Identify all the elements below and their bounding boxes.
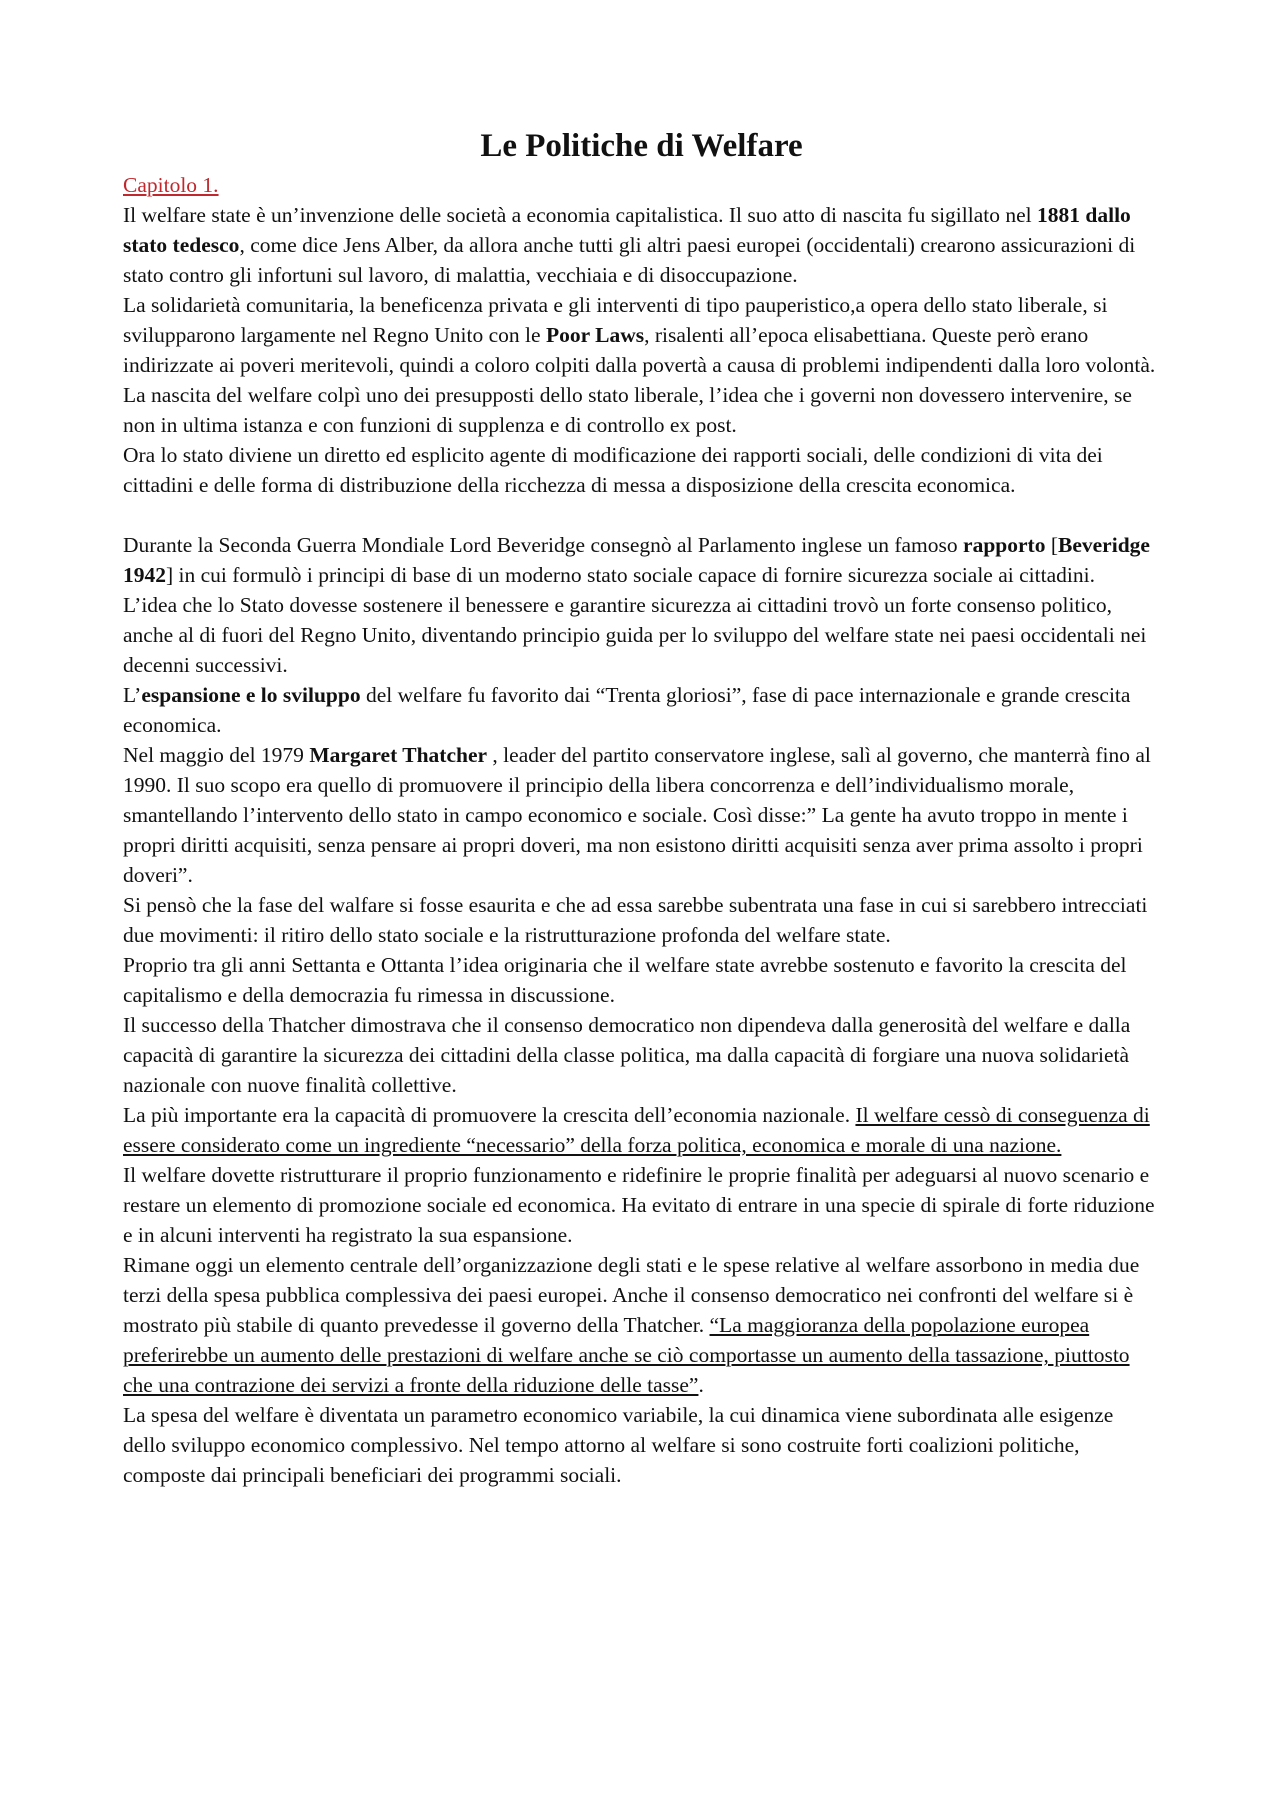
paragraph-expansion: L’espansione e lo sviluppo del welfare fu favorito dai “Trenta gloriosi”, fase di pace internazionale e grande crescita economica. [123, 683, 1131, 737]
underlined-quote: “La maggioranza della popolazione europea preferirebbe un aumento delle prestazioni di welfare anche se ciò comportasse un aumento della tassazione, piuttosto che una contrazione dei servizi a fronte della riduzione delle tasse” [123, 1313, 1130, 1397]
paragraph-seventies: Proprio tra gli anni Settanta e Ottanta l’idea originaria che il welfare state avrebbe sostenuto e favorito la crescita del capitalismo e della democrazia fu rimessa in discussione. [123, 953, 1127, 1007]
paragraph-liberal-state: La nascita del welfare colpì uno dei presupposti dello stato liberale, l’idea che i governi non dovessero intervenire, se non in ultima istanza e con funzioni di supplenza e di controllo ex post. [123, 383, 1132, 437]
paragraph-beveridge: Durante la Seconda Guerra Mondiale Lord Beveridge consegnò al Parlamento inglese un famoso rapporto [Beveridge 1942] in cui formulò i principi di base di un moderno stato sociale capace di fornire sicurezza sociale ai cittadini. [123, 533, 1150, 587]
chapter-heading [123, 170, 1160, 200]
underlined-welfare-ingredient: Il welfare cessò di conseguenza di essere considerato come un ingrediente “necessario” della forza politica, economica e morale di una nazione. [123, 1103, 1150, 1157]
paragraph-welfare-exhausted: Si pensò che la fase del walfare si fosse esaurita e che ad essa sarebbe subentrata una fase in cui si sarebbero intrecciati due movimenti: il ritiro dello stato sociale e la ristrutturazione profonda del welfare state. [123, 893, 1148, 947]
bold-poor-laws: Poor Laws [545, 323, 645, 347]
bold-beveridge-1942: Beveridge 1942 [123, 533, 1150, 587]
bold-expansion: espansione e lo sviluppo [141, 683, 361, 707]
paragraph-thatcher: Nel maggio del 1979 Margaret Thatcher , leader del partito conservatore inglese, salì al governo, che manterrà fino al 1990. Il suo scopo era quello di promuovere il principio della libera concorrenza e dell’individualismo morale, smantellando l’intervento dello stato in campo economico e sociale. Così disse:” La gente ha avuto troppo in mente i propri diritti acquisiti, senza pensare ai propri doveri, ma non esistono diritti acquisiti senza aver prima assolto i propri doveri”. [123, 743, 1151, 887]
bold-thatcher: Margaret Thatcher [309, 743, 488, 767]
paragraph-consensus: L’idea che lo Stato dovesse sostenere il benessere e garantire sicurezza ai cittadini trovò un forte consenso politico, anche al di fuori del Regno Unito, diventando principio guida per lo sviluppo del welfare state nei paesi occidentali nei decenni successivi. [123, 593, 1147, 677]
paragraph-national-economy: La più importante era la capacità di promuovere la crescita dell’economia nazionale. Il welfare cessò di conseguenza di essere considerato come un ingrediente “necessario” della forza politica, economica e morale di una nazione. [123, 1103, 1150, 1157]
document-title: Le Politiche di Welfare [480, 128, 803, 164]
bold-1881: 1881 dallo stato tedesco [123, 203, 1131, 257]
paragraph-welfare-spending: La spesa del welfare è diventata un parametro economico variabile, la cui dinamica viene subordinata alle esigenze dello sviluppo economico complessivo. Nel tempo attorno al welfare si sono costruite forti coalizioni politiche, composte dai principali beneficiari dei programmi sociali. [123, 1403, 1114, 1487]
bold-rapporto: rapporto [963, 533, 1046, 557]
paragraph-thatcher-success: Il successo della Thatcher dimostrava che il consenso democratico non dipendeva dalla generosità del welfare e dalla capacità di garantire la sicurezza dei cittadini della classe politica, ma dalla capacità di forgiare una nuova solidarietà nazionale con nuove finalità collettive. [123, 1013, 1131, 1097]
chapter-link[interactable]: Capitolo 1. [123, 173, 219, 197]
paragraph-poor-laws: La solidarietà comunitaria, la beneficenza privata e gli interventi di tipo pauperistico,a opera dello stato liberale, si svilupparono largamente nel Regno Unito con le Poor Laws, risalenti all’epoca elisabettiana. Queste però erano indirizzate ai poveri meritevoli, quindi a coloro colpiti dalla povertà a causa di problemi indipendenti dalla loro volontà. [123, 293, 1156, 377]
paragraph-origins: Il welfare state è un’invenzione delle società a economia capitalistica. Il suo atto di nascita fu sigillato nel 1881 dallo stato tedesco, come dice Jens Alber, da allora anche tutti gli altri paesi europei (occidentali) crearono assicurazioni di stato contro gli infortuni sul lavoro, di malattia, vecchiaia e di disoccupazione. [123, 203, 1136, 287]
paragraph-restructure: Il welfare dovette ristrutturare il proprio funzionamento e ridefinire le proprie finalità per adeguarsi al nuovo scenario e restare un elemento di promozione sociale ed economica. Ha evitato di entrare in una specie di spirale di forte riduzione e in alcuni interventi ha registrato la sua espansione. [123, 1163, 1155, 1247]
blank-line [123, 500, 1160, 530]
paragraph-state-agent: Ora lo stato diviene un diretto ed esplicito agente di modificazione dei rapporti sociali, delle condizioni di vita dei cittadini e delle forma di distribuzione della ricchezza di messa a disposizione della crescita economica. [123, 443, 1103, 497]
paragraph-central-element: Rimane oggi un elemento centrale dell’organizzazione degli stati e le spese relative al welfare assorbono in media due terzi della spesa pubblica complessiva dei paesi europei. Anche il consenso democratico nei confronti del welfare si è mostrato più stabile di quanto prevedesse il governo della Thatcher. “La maggioranza della popolazione europea preferirebbe un aumento delle prestazioni di welfare anche se ciò comportasse un aumento della tassazione, piuttosto che una contrazione dei servizi a fronte della riduzione delle tasse”. [123, 1253, 1140, 1397]
